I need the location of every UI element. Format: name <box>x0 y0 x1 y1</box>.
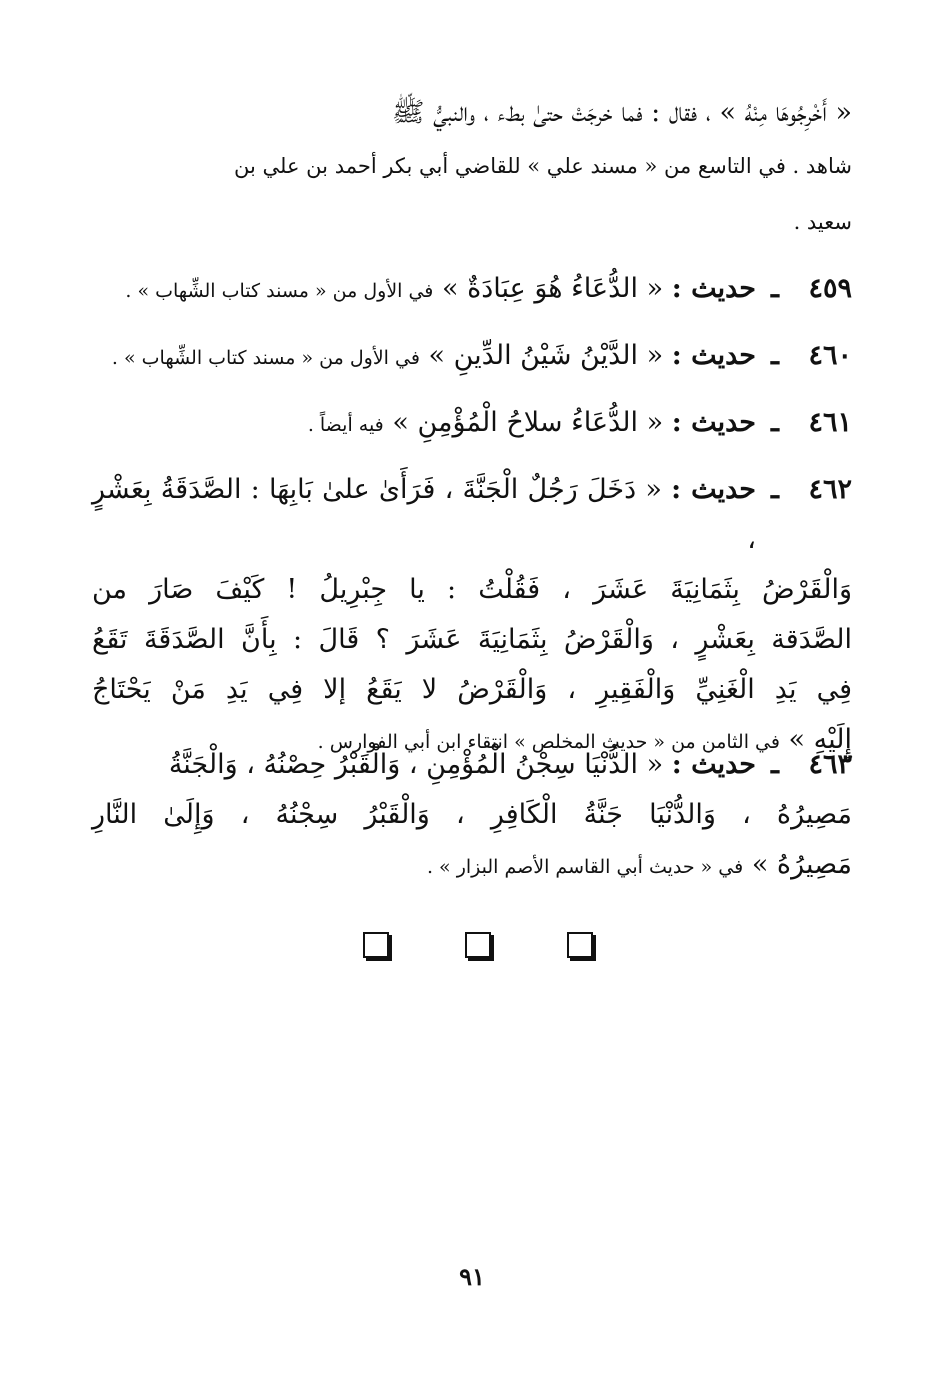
hadith-source: في الثامن من « حديث المخلص » انتقاء ابن أبي الفوارس . <box>317 731 780 753</box>
hadith-text-line-1: « الدُّنْيَا سِجْنُ الْمُؤْمِنِ ، وَالْقَبْرُ حِصْنُهُ ، وَالْجَنَّةُ <box>168 749 664 780</box>
hadith-text-line-4: فِي يَدِ الْغَنِيِّ وَالْفَقِيرِ ، وَالْقَرْضُ لا يَقَعُ إلا فِي يَدِ مَنْ يَحْتَاجُ <box>92 674 852 705</box>
section-end-ornament <box>355 932 595 962</box>
dash-separator: ـ <box>771 749 779 780</box>
hadith-text-line-3 <box>92 840 852 892</box>
hadith-entry-459 <box>92 264 852 316</box>
hadith-text-end: إِلَيْهِ » <box>788 724 852 755</box>
dash-separator: ـ <box>771 474 779 505</box>
hadith-label: حديث : <box>671 749 756 780</box>
page-number: ٩١ <box>459 1262 485 1291</box>
hadith-text-line-2: وَالْقَرْضُ بِثَمَانِيَةَ عَشَرَ ، فَقُلْتُ : يا جِبْرِيلُ ! كَيْفَ صَارَ من <box>92 574 852 605</box>
hadith-entry-463 <box>92 740 852 892</box>
square-ornament-icon <box>363 932 389 958</box>
hadith-number: ٤٦١ <box>808 407 852 438</box>
hadith-label: حديث : <box>671 340 756 371</box>
hadith-source: في الأول من « مسند كتاب الشِّهاب » . <box>111 347 420 369</box>
hadith-entry-461 <box>92 398 852 450</box>
hadith-label: حديث : <box>671 474 756 505</box>
hadith-text-line-1: « دَخَلَ رَجُلٌ الْجَنَّةَ ، فَرَأَىٰ علىٰ بَابِهَا : الصَّدَقَةُ بِعَشْرٍ ، <box>92 474 756 555</box>
hadith-body <box>92 264 756 316</box>
intro-line-1: « أَخْرِجُوهَا مِنْهُ » ، فقال : فما خرجَتْ حتىٰ بطء ، والنبيُّ ﷺ <box>391 97 852 128</box>
hadith-source: فيه أيضاً . <box>307 414 384 436</box>
hadith-text-line-3: الصَّدَقة بِعَشْرٍ ، وَالْقَرْضُ بِثَمَانِيَةَ عَشَرَ ؟ قَالَ : بِأَنَّ الصَّدَقَةَ تَقَعُ <box>92 624 852 655</box>
hadith-source: في الأول من « مسند كتاب الشِّهاب » . <box>125 280 434 302</box>
hadith-text-end: مَصِيرُهُ » <box>751 849 852 880</box>
hadith-number: ٤٦٢ <box>808 474 852 505</box>
hadith-source: في « حديث أبي القاسم الأصم البزار » . <box>426 856 744 878</box>
intro-paragraph <box>92 88 852 250</box>
square-ornament-icon <box>567 932 593 958</box>
dash-separator: ـ <box>771 407 779 438</box>
intro-line-3: سعيد . <box>793 210 852 234</box>
hadith-entry-460 <box>92 331 852 383</box>
hadith-number: ٤٦٠ <box>808 340 852 371</box>
hadith-text: « الدَّيْنُ شَيْنُ الدِّينِ » <box>428 340 664 371</box>
hadith-body <box>92 398 756 450</box>
hadith-label: حديث : <box>671 407 756 438</box>
dash-separator: ـ <box>771 340 779 371</box>
hadith-body <box>92 465 756 565</box>
hadith-label: حديث : <box>671 273 756 304</box>
hadith-body <box>92 331 756 383</box>
hadith-number: ٤٦٣ <box>808 749 852 780</box>
hadith-text: « الدُّعَاءُ سلاحُ الْمُؤْمِنِ » <box>392 407 664 438</box>
hadith-entry-462 <box>92 465 852 767</box>
hadith-text: « الدُّعَاءُ هُوَ عِبَادَةٌ » <box>441 273 664 304</box>
dash-separator: ـ <box>771 273 779 304</box>
hadith-text-line-2: مَصِيرُهُ ، وَالدُّنْيَا جَنَّةُ الْكَافِرِ ، وَالْقَبْرُ سِجْنُهُ ، وَإِلَىٰ النَّارِ <box>92 799 852 830</box>
intro-line-2: شاهد . في التاسع من « مسند علي » للقاضي أبي بكر أحمد بن علي بن <box>234 154 852 178</box>
hadith-number: ٤٥٩ <box>808 273 852 304</box>
hadith-body <box>92 740 756 790</box>
square-ornament-icon <box>465 932 491 958</box>
